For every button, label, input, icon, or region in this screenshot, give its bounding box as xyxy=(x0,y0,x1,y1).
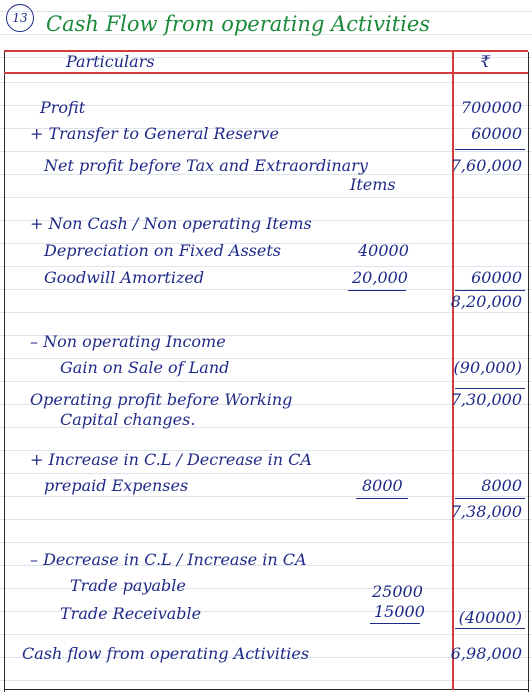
row-label-continued: Capital changes. xyxy=(60,410,196,429)
total-underline xyxy=(455,498,525,499)
row-amount: (40000) xyxy=(458,608,522,627)
section-heading: – Non operating Income xyxy=(30,332,226,351)
row-label: Trade payable xyxy=(70,576,186,595)
row-label: Net profit before Tax and Extraordinary xyxy=(44,156,368,175)
row-amount: 60000 xyxy=(471,124,522,143)
total-underline xyxy=(455,149,525,150)
row-label: Depreciation on Fixed Assets xyxy=(44,241,281,260)
sub-underline xyxy=(348,290,406,291)
row-amount: (90,000) xyxy=(453,358,522,377)
total-underline xyxy=(455,290,525,291)
sub-underline xyxy=(356,498,408,499)
page-border-bottom xyxy=(4,689,528,690)
row-sub-amount: 40000 xyxy=(358,241,409,260)
row-amount: 700000 xyxy=(460,98,522,117)
page-border-right xyxy=(528,52,529,692)
total-underline xyxy=(455,388,525,389)
row-sub-amount: 15000 xyxy=(374,602,425,621)
sub-underline xyxy=(370,623,420,624)
row-label: prepaid Expenses xyxy=(44,476,189,495)
row-amount: 7,30,000 xyxy=(450,390,522,409)
question-number: 13 xyxy=(6,4,34,32)
column-header-amount: ₹ xyxy=(480,52,491,71)
running-total: 8,20,000 xyxy=(450,292,522,311)
row-label: Trade Receivable xyxy=(60,604,202,623)
row-amount: 7,60,000 xyxy=(450,156,522,175)
row-label: Goodwill Amortized xyxy=(44,268,205,287)
row-sub-amount: 20,000 xyxy=(352,268,408,287)
page-title: Cash Flow from operating Activities xyxy=(46,12,431,36)
row-sub-amount: 8000 xyxy=(362,476,403,495)
final-row-label: Cash flow from operating Activities xyxy=(22,644,310,663)
header-rule xyxy=(4,72,528,74)
section-heading: + Increase in C.L / Decrease in CA xyxy=(30,450,312,469)
row-label: + Transfer to General Reserve xyxy=(30,124,279,143)
running-total: 7,38,000 xyxy=(450,502,522,521)
row-label: Gain on Sale of Land xyxy=(60,358,230,377)
column-header-particulars: Particulars xyxy=(66,52,155,71)
section-heading: – Decrease in C.L / Increase in CA xyxy=(30,550,307,569)
row-sub-amount: 25000 xyxy=(372,582,423,601)
section-heading: + Non Cash / Non operating Items xyxy=(30,214,312,233)
total-underline xyxy=(455,628,525,629)
row-amount: 8000 xyxy=(481,476,522,495)
row-label: Operating profit before Working xyxy=(30,390,293,409)
row-amount: 60000 xyxy=(471,268,522,287)
row-label: Profit xyxy=(40,98,86,117)
page-border-left xyxy=(4,52,5,692)
row-label-continued: Items xyxy=(350,175,396,194)
final-row-amount: 6,98,000 xyxy=(450,644,522,663)
